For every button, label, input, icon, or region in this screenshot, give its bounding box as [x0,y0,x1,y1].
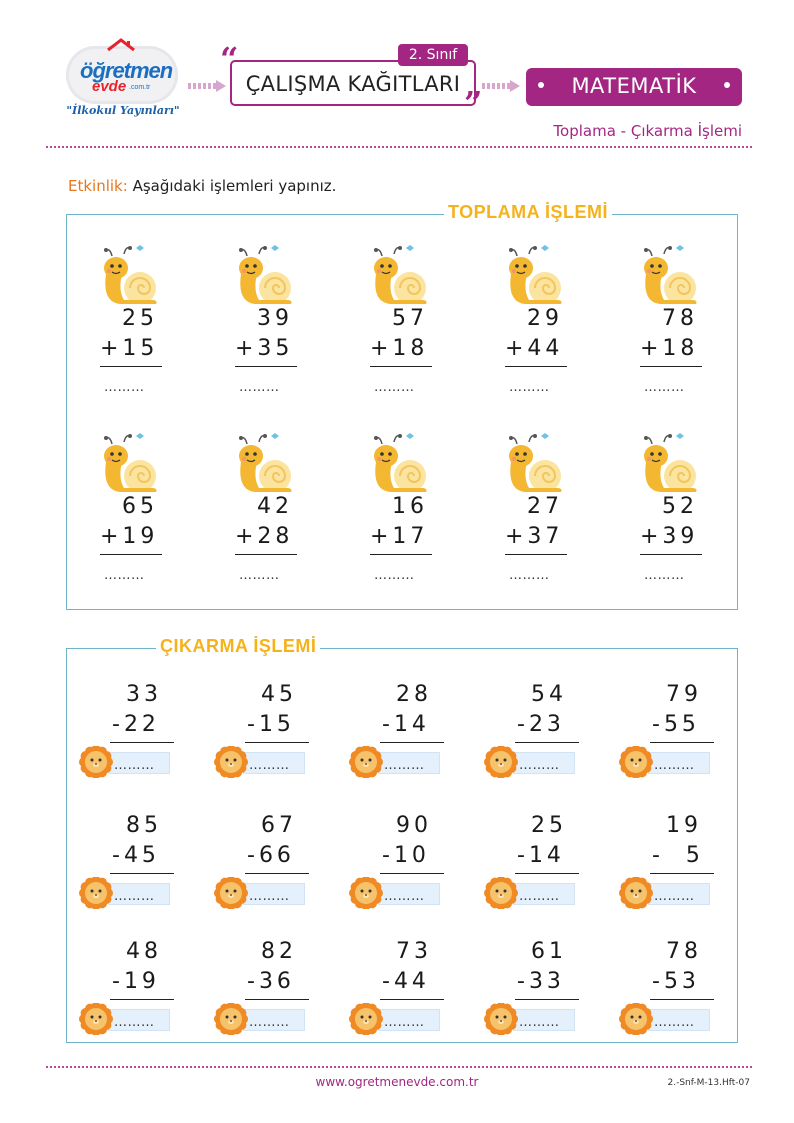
quote-close-icon: ” [464,84,483,122]
minuend: 82 [261,939,297,964]
snail-icon [640,244,700,308]
snail-icon [235,244,295,308]
lion-icon [618,877,658,909]
sum-line [370,366,432,367]
lion-icon [213,877,253,909]
minuend: 85 [126,813,162,838]
subtraction-title: ÇIKARMA İŞLEMİ [156,636,320,657]
footer-divider [46,1066,752,1068]
difference-line [245,742,309,743]
addend-top: 57 [392,306,428,331]
addend-top: 39 [257,306,293,331]
footer-url: www.ogretmenevde.com.tr [315,1075,479,1089]
difference-line [110,873,174,874]
subject-label: MATEMATİK [571,74,697,98]
subtrahend: -36 [247,969,295,994]
difference-line [245,873,309,874]
subtrahend: -15 [247,712,295,737]
sum-line [505,366,567,367]
addend-top: 25 [122,306,158,331]
activity-instruction [68,177,336,195]
logo-subtitle: "İlkokul Yayınları" [66,104,180,117]
snail-icon [505,432,565,496]
lion-icon [618,1003,658,1035]
difference-line [110,742,174,743]
subtrahend: -33 [517,969,565,994]
minuend: 25 [531,813,567,838]
answer-blank[interactable]: ……… [519,889,560,904]
subtrahend: -45 [112,843,160,868]
answer-blank[interactable]: ……… [509,380,550,395]
activity-text: Aşağıdaki işlemleri yapınız. [127,177,337,195]
lion-icon [213,1003,253,1035]
difference-line [515,742,579,743]
subtrahend: -53 [652,969,700,994]
subtrahend: -55 [652,712,700,737]
difference-line [245,999,309,1000]
logo-brand-domain: .com.tr [129,84,151,91]
subtrahend: - 5 [652,843,704,868]
answer-blank[interactable]: ……… [519,758,560,773]
logo-brand-line2: evde [92,78,127,95]
sum-line [370,554,432,555]
addend-bottom: +37 [505,524,564,549]
worksheet-title: ÇALIŞMA KAĞITLARI [245,72,461,96]
subtrahend: -14 [382,712,430,737]
addend-bottom: +17 [370,524,429,549]
arrow-right-icon [188,80,226,92]
answer-blank[interactable]: ……… [384,758,425,773]
addend-top: 29 [527,306,563,331]
lion-icon [78,877,118,909]
sum-line [505,554,567,555]
subtrahend: -23 [517,712,565,737]
answer-blank[interactable]: ……… [509,568,550,583]
answer-blank[interactable]: ……… [239,568,280,583]
sum-line [640,554,702,555]
addend-top: 78 [662,306,698,331]
addend-top: 27 [527,494,563,519]
minuend: 19 [666,813,702,838]
answer-blank[interactable]: ……… [114,1015,155,1030]
answer-blank[interactable]: ……… [374,380,415,395]
bullet-icon [724,82,730,88]
difference-line [515,999,579,1000]
logo [62,36,182,126]
lion-icon [618,746,658,778]
sum-line [235,366,297,367]
quote-open-icon: “ [220,40,239,78]
sum-line [640,366,702,367]
lion-icon [483,877,523,909]
minuend: 79 [666,682,702,707]
addend-top: 42 [257,494,293,519]
answer-blank[interactable]: ……… [249,889,290,904]
minuend: 61 [531,939,567,964]
difference-line [515,873,579,874]
lion-icon [78,1003,118,1035]
snail-icon [640,432,700,496]
subtrahend: -14 [517,843,565,868]
answer-blank[interactable]: ……… [644,380,685,395]
addend-top: 65 [122,494,158,519]
lion-icon [78,746,118,778]
snail-icon [370,432,430,496]
subtrahend: -19 [112,969,160,994]
answer-blank[interactable]: ……… [654,758,695,773]
subtrahend: -22 [112,712,160,737]
answer-blank[interactable]: ……… [654,1015,695,1030]
subtrahend: -10 [382,843,430,868]
difference-line [380,742,444,743]
difference-line [380,999,444,1000]
topic-label: Toplama - Çıkarma İşlemi [553,122,742,140]
difference-line [380,873,444,874]
answer-blank[interactable]: ……… [519,1015,560,1030]
answer-blank[interactable]: ……… [104,380,145,395]
worksheet-title-box [230,60,476,106]
sum-line [235,554,297,555]
snail-icon [370,244,430,308]
addend-bottom: +18 [370,336,429,361]
answer-blank[interactable]: ……… [114,889,155,904]
minuend: 67 [261,813,297,838]
subject-badge [526,68,742,106]
addend-bottom: +19 [100,524,159,549]
addend-bottom: +35 [235,336,294,361]
difference-line [650,873,714,874]
logo-brand-line1: öğretmen [80,58,173,83]
subtrahend: -66 [247,843,295,868]
lion-icon [213,746,253,778]
addend-bottom: +39 [640,524,699,549]
activity-label: Etkinlik: [68,177,128,195]
snail-icon [505,244,565,308]
addend-bottom: +18 [640,336,699,361]
arrow-right-icon [482,80,520,92]
answer-blank[interactable]: ……… [104,568,145,583]
answer-blank[interactable]: ……… [384,1015,425,1030]
answer-blank[interactable]: ……… [654,889,695,904]
footer-code: 2.-Snf-M-13.Hft-07 [667,1078,750,1088]
lion-icon [348,746,388,778]
subtrahend: -44 [382,969,430,994]
lion-icon [348,877,388,909]
minuend: 48 [126,939,162,964]
answer-blank[interactable]: ……… [384,889,425,904]
answer-blank[interactable]: ……… [239,380,280,395]
addition-title: TOPLAMA İŞLEMİ [444,202,612,223]
minuend: 73 [396,939,432,964]
minuend: 78 [666,939,702,964]
difference-line [650,999,714,1000]
difference-line [110,999,174,1000]
answer-blank[interactable]: ……… [249,1015,290,1030]
minuend: 90 [396,813,432,838]
lion-icon [483,746,523,778]
minuend: 28 [396,682,432,707]
addend-bottom: +15 [100,336,159,361]
answer-blank[interactable]: ……… [374,568,415,583]
addend-bottom: +28 [235,524,294,549]
addend-top: 52 [662,494,698,519]
answer-blank[interactable]: ……… [644,568,685,583]
minuend: 33 [126,682,162,707]
answer-blank[interactable]: ……… [249,758,290,773]
snail-icon [100,244,160,308]
sum-line [100,554,162,555]
house-icon [106,38,136,58]
snail-icon [235,432,295,496]
header-divider [46,146,752,148]
minuend: 45 [261,682,297,707]
minuend: 54 [531,682,567,707]
snail-icon [100,432,160,496]
difference-line [650,742,714,743]
answer-blank[interactable]: ……… [114,758,155,773]
sum-line [100,366,162,367]
addend-bottom: +44 [505,336,564,361]
grade-badge: 2. Sınıf [398,44,468,66]
addend-top: 16 [392,494,428,519]
lion-icon [483,1003,523,1035]
lion-icon [348,1003,388,1035]
